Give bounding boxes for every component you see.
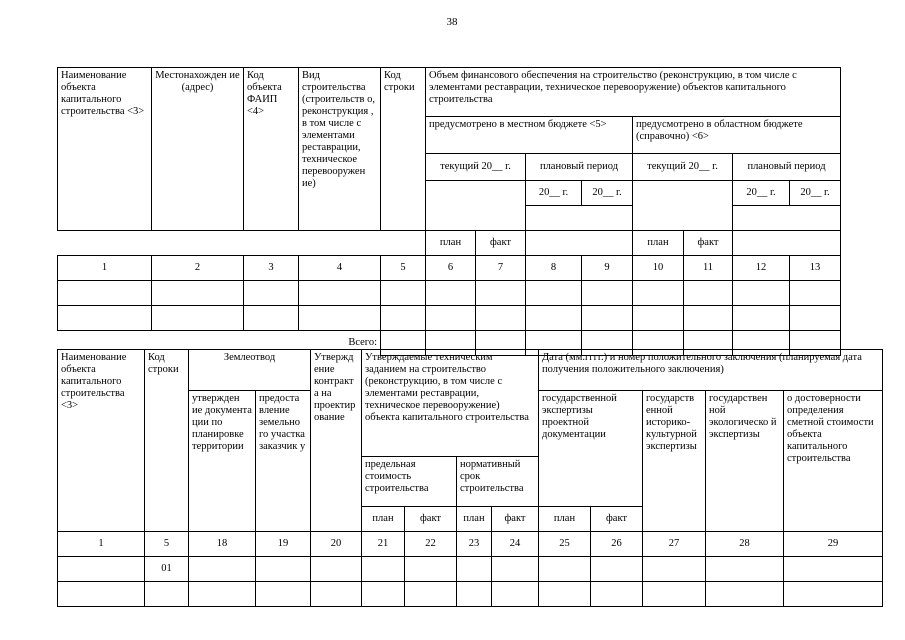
- spacer: [58, 231, 426, 256]
- table-row: [58, 306, 841, 331]
- header-land-approval: утвержден ие документа ции по планировке территории: [189, 391, 256, 532]
- expertise-table: [57, 349, 883, 607]
- header-land: Землеотвод: [189, 350, 311, 391]
- header-object-name: Наименование объекта капитального строительства <3>: [58, 68, 152, 231]
- header-tech-task: Утверждаемые техническим заданием на строительство (реконструкцию, в том числе с элементами реставрации, техническое перевооружение) объекта капитального строительства: [362, 350, 539, 457]
- column-number: 26: [591, 532, 643, 557]
- header-spacer: [633, 181, 733, 231]
- header-norm-term-fact: факт: [492, 507, 539, 532]
- header-regional-plan: план: [633, 231, 684, 256]
- header-regional-fact: факт: [684, 231, 733, 256]
- column-number: 27: [643, 532, 706, 557]
- table-row: [58, 281, 841, 306]
- header-regional-year-1: 20__ г.: [733, 181, 790, 206]
- header-location: Местонахожден ие (адрес): [152, 68, 244, 231]
- header-construction-type: Вид строительства (строительств о, реконструкция , в том числе с элементами реставрации, техническое перевооружен ие): [299, 68, 381, 231]
- column-number: 23: [457, 532, 492, 557]
- column-number: 6: [426, 256, 476, 281]
- header-local-year-2: 20__ г.: [582, 181, 633, 206]
- header-local-planned-period: плановый период: [526, 154, 633, 181]
- header-ecological-expertise: государствен ной экологическо й экспертизы: [706, 391, 784, 532]
- header-local-fact: факт: [476, 231, 526, 256]
- header-conclusion: Дата (мм.гггг.) и номер положительного заключения (планируемая дата получения положительного заключения): [539, 350, 883, 391]
- column-number: 22: [405, 532, 457, 557]
- header-object-name: Наименование объекта капитального строительства <3>: [58, 350, 145, 532]
- table-row: [58, 557, 883, 582]
- table-row: [58, 582, 883, 607]
- header-local-current-year: текущий 20__ г.: [426, 154, 526, 181]
- spacer: [733, 231, 841, 256]
- header-regional-planned-period: плановый период: [733, 154, 841, 181]
- row-code-value: 01: [145, 557, 189, 582]
- column-number: 1: [58, 256, 152, 281]
- column-number: 12: [733, 256, 790, 281]
- header-faip-code: Код объекта ФАИП <4>: [244, 68, 299, 231]
- header-spacer: [426, 181, 526, 231]
- header-max-cost: предельная стоимость строительства: [362, 457, 457, 507]
- column-number: 3: [244, 256, 299, 281]
- header-local-year-1: 20__ г.: [526, 181, 582, 206]
- header-regional-year-2: 20__ г.: [790, 181, 841, 206]
- header-regional-budget: предусмотрено в областном бюджете (справочно) <6>: [633, 117, 841, 154]
- page-number: 38: [446, 16, 458, 28]
- column-number: 21: [362, 532, 405, 557]
- header-state-expertise-fact: факт: [591, 507, 643, 532]
- column-number: 18: [189, 532, 256, 557]
- header-cost-reliability: о достоверности определения сметной стоимости объекта капитального строительства: [784, 391, 883, 532]
- column-number: 24: [492, 532, 539, 557]
- header-spacer: [526, 206, 633, 231]
- header-spacer: [733, 206, 841, 231]
- header-financing: Объем финансового обеспечения на строительство (реконструкцию, в том числе с элементами реставрации, техническое перевооружение) объектов капитального строительства: [426, 68, 841, 117]
- header-max-cost-plan: план: [362, 507, 405, 532]
- column-number: 19: [256, 532, 311, 557]
- header-norm-term: нормативный срок строительства: [457, 457, 539, 507]
- header-norm-term-plan: план: [457, 507, 492, 532]
- column-number: 9: [582, 256, 633, 281]
- header-regional-current-year: текущий 20__ г.: [633, 154, 733, 181]
- column-number: 13: [790, 256, 841, 281]
- header-row-code: Код строки: [381, 68, 426, 231]
- header-state-expertise: государственной экспертизы проектной документации: [539, 391, 643, 507]
- column-number: 2: [152, 256, 244, 281]
- column-number: 5: [145, 532, 189, 557]
- column-number: 20: [311, 532, 362, 557]
- column-number: 4: [299, 256, 381, 281]
- column-number: 7: [476, 256, 526, 281]
- column-number: 25: [539, 532, 591, 557]
- column-number-row: [58, 256, 841, 281]
- header-local-budget: предусмотрено в местном бюджете <5>: [426, 117, 633, 154]
- total-label: Всего:: [348, 337, 377, 349]
- column-number: 1: [58, 532, 145, 557]
- header-state-expertise-plan: план: [539, 507, 591, 532]
- column-number: 10: [633, 256, 684, 281]
- column-number: 8: [526, 256, 582, 281]
- column-number: 29: [784, 532, 883, 557]
- header-land-grant: предоста вление земельно го участка заказчик у: [256, 391, 311, 532]
- column-number-row: [58, 532, 883, 557]
- header-historical-expertise: государств енной историко-культурной экспертизы: [643, 391, 706, 532]
- column-number: 5: [381, 256, 426, 281]
- column-number: 11: [684, 256, 733, 281]
- financing-table: [57, 67, 841, 356]
- header-max-cost-fact: факт: [405, 507, 457, 532]
- column-number: 28: [706, 532, 784, 557]
- header-contract-approval: Утвержд ение контракт а на проектир ование: [311, 350, 362, 532]
- header-row-code: Код строки: [145, 350, 189, 532]
- spacer: [526, 231, 633, 256]
- header-local-plan: план: [426, 231, 476, 256]
